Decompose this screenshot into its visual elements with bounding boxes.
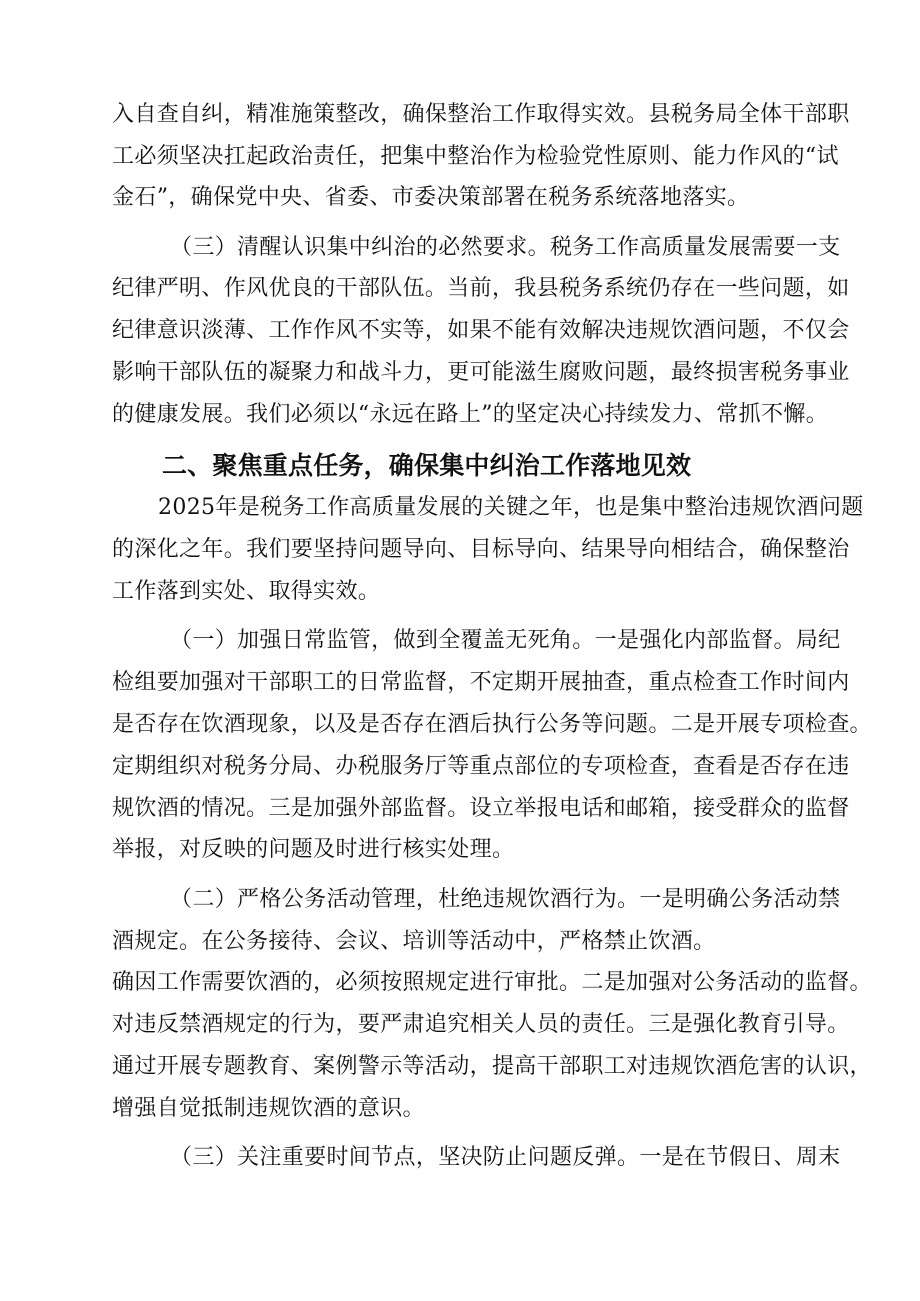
paragraph-line: 举报，对反映的问题及时进行核实处理。 xyxy=(112,837,515,862)
paragraph-line: 定期组织对税务分局、办税服务厅等重点部位的专项检查，查看是否存在违 xyxy=(112,754,850,779)
paragraph-line: （一）加强日常监管，做到全覆盖无死角。一是强化内部监督。局纪 xyxy=(170,628,841,653)
paragraph-line: 检组要加强对干部职工的日常监督，不定期开展抽查，重点检查工作时间内 xyxy=(112,670,850,695)
paragraph-line: 纪律严明、作风优良的干部队伍。当前，我县税务系统仍存在一些问题，如 xyxy=(112,276,850,301)
paragraph-line: 金石”，确保党中央、省委、市委决策部署在税务系统落地落实。 xyxy=(112,185,750,210)
paragraph-line: 入自查自纠，精准施策整改，确保整治工作取得实效。县税务局全体干部职 xyxy=(112,102,850,127)
paragraph-line: 对违反禁酒规定的行为，要严肃追究相关人员的责任。三是强化教育引导。 xyxy=(112,1012,850,1037)
paragraph-line: 纪律意识淡薄、工作作风不实等，如果不能有效解决违规饮酒问题，不仅会 xyxy=(112,318,850,343)
paragraph-line: 的健康发展。我们必须以“永远在路上”的坚定决心持续发力、常抓不懈。 xyxy=(112,402,829,427)
paragraph-line: 酒规定。在公务接待、会议、培训等活动中，严格禁止饮酒。 xyxy=(112,929,716,954)
paragraph-line: （三）清醒认识集中纠治的必然要求。税务工作高质量发展需要一支 xyxy=(170,235,841,260)
paragraph-line: 通过开展专题教育、案例警示等活动，提高干部职工对违规饮酒危害的认识， xyxy=(112,1054,872,1079)
paragraph-line: 确因工作需要饮酒的，必须按照规定进行审批。二是加强对公务活动的监督。 xyxy=(112,970,872,995)
paragraph-line: 的深化之年。我们要坚持问题导向、目标导向、结果导向相结合，确保整治 xyxy=(112,537,850,562)
section-heading: 二、聚焦重点任务，确保集中纠治工作落地见效 xyxy=(162,451,692,480)
paragraph-line: （二）严格公务活动管理，杜绝违规饮酒行为。一是明确公务活动禁 xyxy=(170,887,841,912)
paragraph-line: 工必须坚决扛起政治责任，把集中整治作为检验党性原则、能力作风的“试 xyxy=(112,144,839,169)
paragraph-line: 工作落到实处、取得实效。 xyxy=(112,579,381,604)
paragraph-line: 2025年是税务工作高质量发展的关键之年，也是集中整治违规饮酒问题 xyxy=(158,495,864,520)
paragraph-line: 是否存在饮酒现象，以及是否存在酒后执行公务等问题。二是开展专项检查。 xyxy=(112,712,872,737)
paragraph-line: 规饮酒的情况。三是加强外部监督。设立举报电话和邮箱，接受群众的监督 xyxy=(112,796,850,821)
paragraph-line: 增强自觉抵制违规饮酒的意识。 xyxy=(112,1096,425,1121)
paragraph-line: （三）关注重要时间节点，坚决防止问题反弹。一是在节假日、周末 xyxy=(170,1145,841,1170)
paragraph-line: 影响干部队伍的凝聚力和战斗力，更可能滋生腐败问题，最终损害税务事业 xyxy=(112,360,850,385)
